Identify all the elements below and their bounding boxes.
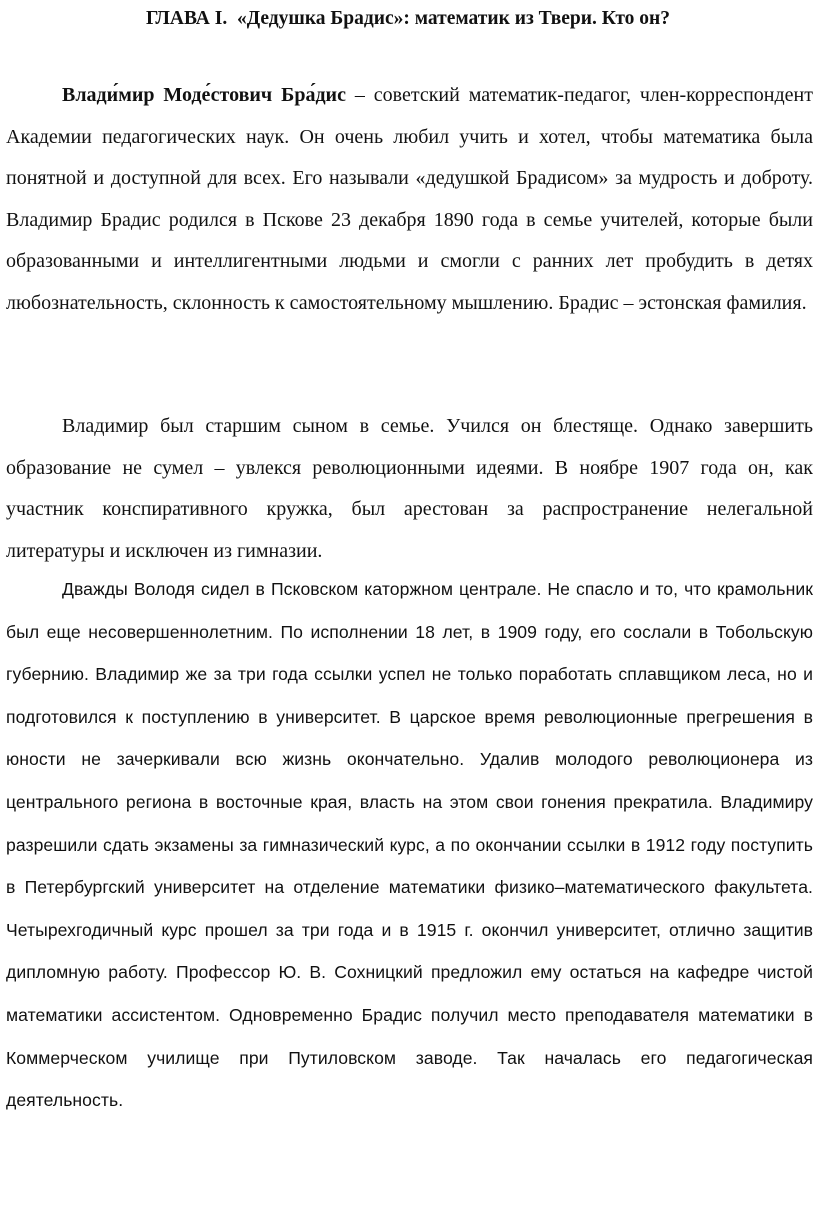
paragraph-youth: Владимир был старшим сыном в семье. Учился он блестяще. Однако завершить образование не сумел – увлекся революционными идеями. В ноябре 1907 года он, как участник конспиративного кружка, был арестован за распространение нелегальной литературы и исключен из гимназии. — [6, 415, 813, 562]
paragraph-intro — [6, 75, 813, 324]
person-name: Влади́мир Моде́стович Бра́дис — [62, 84, 346, 106]
chapter-title: ГЛАВА I. «Дедушка Брадис»: математик из Твери. Кто он? — [145, 8, 671, 29]
paragraph-intro-text: – советский математик-педагог, член-корреспондент Академии педагогических наук. Он очень любил учить и хотел, чтобы математика была понятной и доступной для всех. Его называли «дедушкой Брадисом» за мудрость и доброту. Владимир Брадис родился в Пскове 23 декабря 1890 года в семье учителей, которые были образованными и интеллигентными людьми и смогли с ранних лет пробудить в детях любознательность, склонность к самостоятельному мышлению. Брадис – эстонская фамилия. — [6, 84, 813, 314]
paragraph-exile: Дважды Володя сидел в Псковском каторжном централе. Не спасло и то, что крамольник был еще несовершеннолетним. По исполнении 18 лет, в 1909 году, его сослали в Тобольскую губернию. Владимир же за три года ссылки успел не только поработать сплавщиком леса, но и подготовился к поступлению в университет. В царское время революционные прегрешения в юности не зачеркивали всю жизнь окончательно. Удалив молодого революционера из центрального региона в восточные края, власть на этом свои гонения прекратила. Владимиру разрешили сдать экзамены за гимназический курс, а по окончании ссылки в 1912 году поступить в Петербургский университет на отделение математики физико–математического факультета. Четырехгодичный курс прошел за три года и в 1915 г. окончил университет, отлично защитив дипломную работу. Профессор Ю. В. Сохницкий предложил ему остаться на кафедре чистой математики ассистентом. Одновременно Брадис получил место преподавателя математики в Коммерческом училище при Путиловском заводе. Так началась его педагогическая деятельность. — [6, 579, 813, 1111]
